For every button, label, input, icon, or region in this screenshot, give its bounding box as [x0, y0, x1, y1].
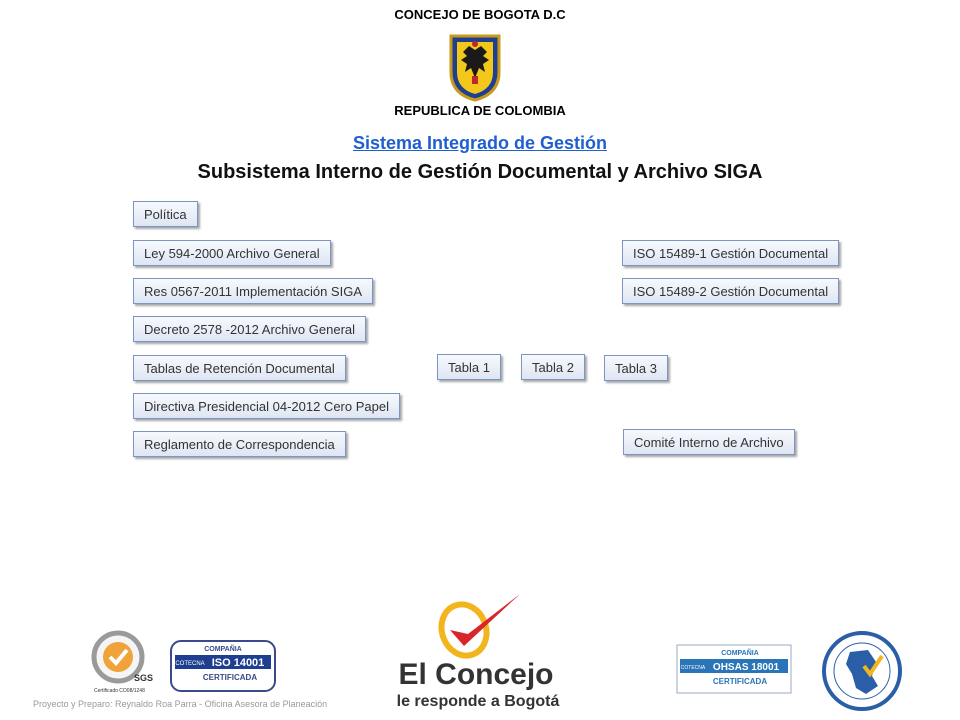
iso-standard-text: ISO 14001: [211, 657, 265, 669]
page-subtitle: Subsistema Interno de Gestión Documental y Archivo SIGA: [197, 161, 763, 183]
header-country: REPUBLICA DE COLOMBIA: [394, 103, 566, 118]
tablas-retencion-button[interactable]: Tablas de Retención Documental: [133, 355, 346, 381]
concejo-slogan-text: le responde a Bogotá: [396, 693, 560, 710]
ohsas-18001-logo-icon: [676, 644, 792, 694]
system-title-link[interactable]: Sistema Integrado de Gestión: [352, 133, 608, 153]
footer-credit: Proyecto y Preparo: Reynaldo Roa Parra - Oficina Asesora de Planeación: [33, 699, 328, 709]
res-0567-button[interactable]: Res 0567-2011 Implementación SIGA: [133, 278, 373, 304]
iso-brand-text: COTECNA: [175, 661, 205, 667]
el-concejo-logo-icon: [388, 590, 568, 712]
iso-company-text: COMPAÑIA: [204, 646, 242, 653]
concejo-name-text: El Concejo: [398, 658, 554, 691]
tabla-1-button[interactable]: Tabla 1: [437, 354, 501, 380]
sgs-cert-text: Certificado CO08/1248: [94, 688, 145, 694]
ohsas-brand-text: COTECNA: [680, 665, 706, 671]
tabla-2-button[interactable]: Tabla 2: [521, 354, 585, 380]
ley-594-button[interactable]: Ley 594-2000 Archivo General: [133, 240, 331, 266]
calidad-gestion-seal-icon: [820, 630, 904, 712]
header-org: CONCEJO DE BOGOTA D.C: [394, 7, 566, 22]
bogota-crest-icon: [447, 32, 503, 102]
iso-14001-logo-icon: [170, 640, 276, 692]
sgs-certification-logo-icon: [88, 629, 154, 695]
ohsas-standard-text: OHSAS 18001: [712, 662, 780, 673]
sgs-text: SGS: [134, 673, 154, 683]
iso-15489-2-button[interactable]: ISO 15489-2 Gestión Documental: [622, 278, 839, 304]
directiva-presidencial-button[interactable]: Directiva Presidencial 04-2012 Cero Papel: [133, 393, 400, 419]
ohsas-company-text: COMPAÑIA: [721, 650, 759, 657]
comite-archivo-button[interactable]: Comité Interno de Archivo: [623, 429, 795, 455]
iso-15489-1-button[interactable]: ISO 15489-1 Gestión Documental: [622, 240, 839, 266]
reglamento-correspondencia-button[interactable]: Reglamento de Correspondencia: [133, 431, 346, 457]
politica-button[interactable]: Política: [133, 201, 198, 227]
iso-cert-text: CERTIFICADA: [202, 673, 258, 682]
ohsas-cert-text: CERTIFICADA: [712, 677, 768, 686]
tabla-3-button[interactable]: Tabla 3: [604, 355, 668, 381]
decreto-2578-button[interactable]: Decreto 2578 -2012 Archivo General: [133, 316, 366, 342]
